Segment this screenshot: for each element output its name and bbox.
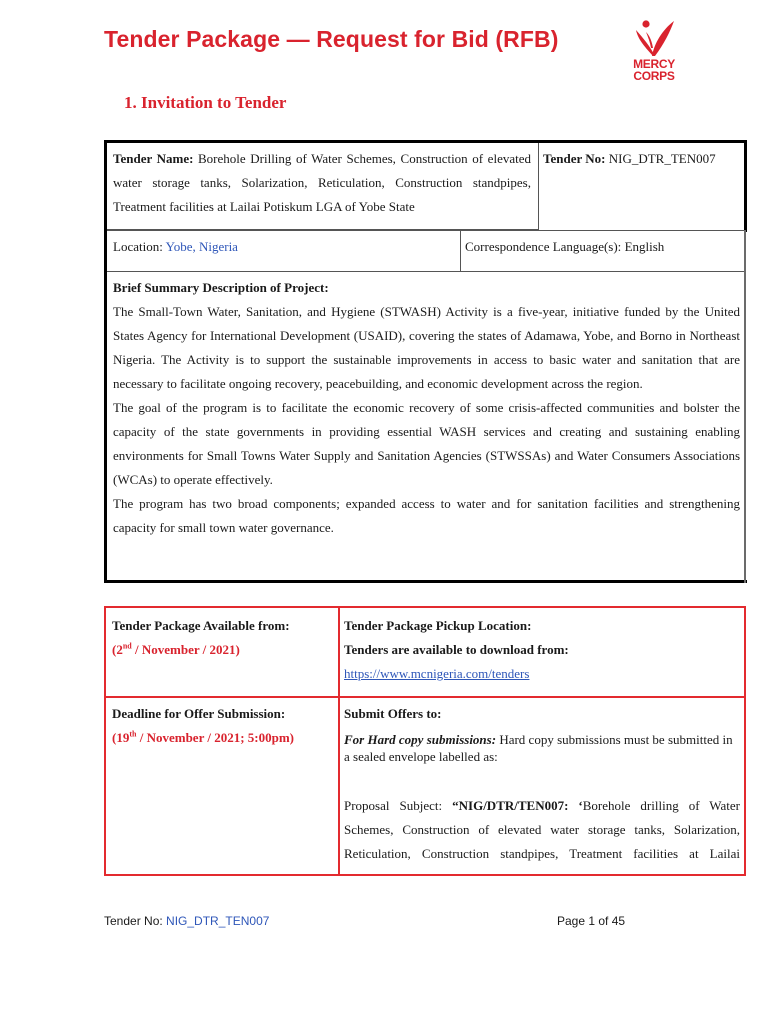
summary-paragraph: The goal of the program is to facilitate the economic recovery of some crisis-affected communities and bolster the capacity of the state governments in providing essential WASH services and creating and sustaining enabling environments for Small Towns Water Supply and Sanitation Agencies (STWSSAs) and Water Consumers Associations (WCAs) to operate effectively. bbox=[113, 400, 740, 487]
deadline-label: Deadline for Offer Submission: bbox=[112, 706, 286, 721]
pickup-location-cell bbox=[344, 614, 740, 686]
tender-no-label: Tender No: bbox=[543, 151, 606, 166]
tender-no-value: NIG_DTR_TEN007 bbox=[608, 151, 716, 166]
proposal-subject bbox=[344, 794, 740, 866]
submit-offers-label: Submit Offers to: bbox=[344, 706, 442, 721]
proposal-code: “NIG/DTR/TEN007: ‘ bbox=[452, 798, 583, 813]
location-label: Location: bbox=[113, 239, 163, 254]
language-value: English bbox=[624, 239, 665, 254]
hardcopy-label: For Hard copy submissions: bbox=[344, 732, 497, 747]
tender-name-label: Tender Name: bbox=[113, 151, 194, 166]
tender-name-value: Borehole Drilling of Water Schemes, Construction of elevated water storage tanks, Solarization, Reticulation, Construction standpipes, Treatment facilities at Lailai Potiskum LGA of Yobe State bbox=[113, 151, 531, 214]
download-label: Tenders are available to download from: bbox=[344, 642, 569, 657]
section-heading: 1. Invitation to Tender bbox=[124, 93, 287, 112]
language-cell bbox=[465, 235, 735, 259]
document-title: Tender Package — Request for Bid (RFB) bbox=[104, 26, 559, 52]
deadline-cell bbox=[112, 702, 334, 750]
tender-no-cell bbox=[543, 147, 739, 171]
page-number: Page 1 of 45 bbox=[557, 914, 626, 928]
logo-word-corps: CORPS bbox=[633, 69, 675, 83]
tender-details-table bbox=[104, 606, 746, 876]
tenders-download-link[interactable]: https://www.mcnigeria.com/tenders bbox=[344, 666, 530, 681]
tender-name-cell bbox=[113, 147, 531, 219]
available-from-cell bbox=[112, 614, 334, 662]
proposal-line: Borehole drilling of Water bbox=[582, 798, 741, 813]
pickup-location-label: Tender Package Pickup Location: bbox=[344, 618, 532, 633]
proposal-line: Reticulation, Construction standpipes, Treatment facilities at Lailai bbox=[344, 846, 740, 861]
submit-offers-cell bbox=[344, 702, 740, 866]
footer-tender-no bbox=[104, 914, 269, 928]
logo-word-mercy: MERCY bbox=[633, 57, 675, 71]
deadline-date: (19th / November / 2021; 5:00pm) bbox=[112, 729, 295, 745]
summary-label: Brief Summary Description of Project: bbox=[113, 280, 329, 295]
tender-overview-table bbox=[104, 140, 747, 583]
proposal-line: Schemes, Construction of elevated water storage tanks, Solarization, bbox=[344, 822, 740, 837]
available-from-label: Tender Package Available from: bbox=[112, 618, 290, 633]
footer-tender-no-value: NIG_DTR_TEN007 bbox=[166, 914, 270, 928]
available-from-date: (2nd / November / 2021) bbox=[112, 641, 240, 657]
hardcopy-instructions bbox=[344, 731, 740, 765]
summary-paragraph: The program has two broad components; expanded access to water and for sanitation facilities and strengthening capacity for small town water governance. bbox=[113, 496, 740, 535]
hardcopy-text: Hard copy submissions must be submitted in a sealed envelope labelled as: bbox=[344, 732, 733, 764]
footer-tender-no-label: Tender No: bbox=[104, 914, 163, 928]
location-cell bbox=[113, 235, 453, 259]
location-value: Yobe, Nigeria bbox=[165, 239, 238, 254]
project-summary-cell bbox=[113, 276, 740, 540]
leaf-figure-icon bbox=[624, 18, 684, 58]
proposal-prefix: Proposal Subject: bbox=[344, 798, 443, 813]
summary-paragraph: The Small-Town Water, Sanitation, and Hygiene (STWASH) Activity is a five-year, initiative funded by the United States Agency for International Development (USAID), covering the states of Adamawa, Yobe, and Borno in Northeast Nigeria. The Activity is to support the sustainable improvements in access to basic water and sanitation that are necessary to facilitate ongoing recovery, peacebuilding, and economic development across the region. bbox=[113, 304, 740, 391]
mercy-corps-logo bbox=[624, 18, 684, 84]
language-label: Correspondence Language(s): bbox=[465, 239, 622, 254]
